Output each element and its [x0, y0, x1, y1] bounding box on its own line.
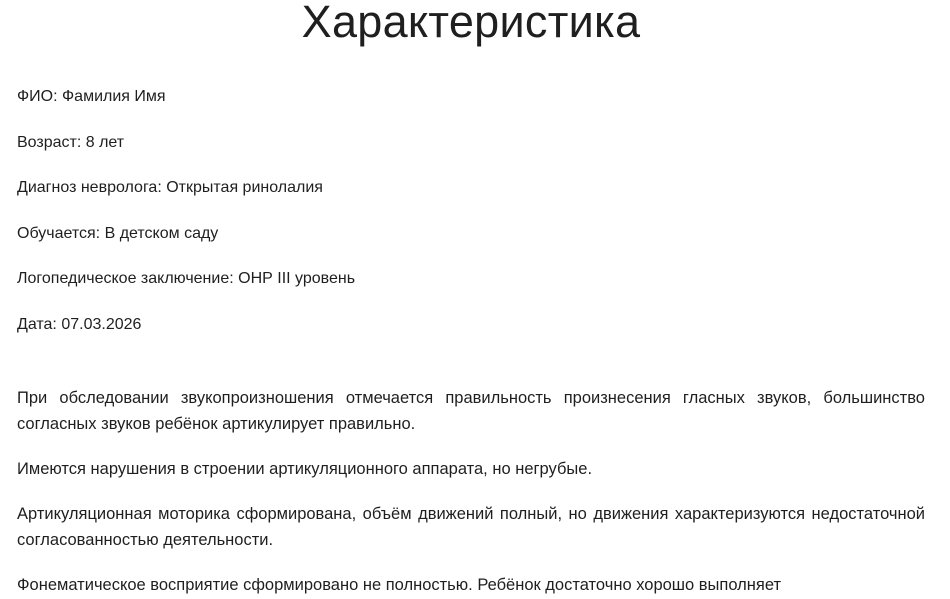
- field-age: Возраст: 8 лет: [17, 133, 125, 151]
- description-body: [17, 385, 925, 598]
- paragraph: При обследовании звукопроизношения отмечается правильность произнесения гласных звуков, большинство согласных звуков ребёнок артикулирует правильно.: [17, 388, 925, 433]
- field-date: Дата: 07.03.2026: [17, 315, 142, 333]
- field-diagnosis: Диагноз невролога: Открытая ринолалия: [17, 179, 323, 196]
- paragraph: Имеются нарушения в строении артикуляционного аппарата, но негрубые.: [17, 459, 593, 478]
- page-title: Характеристика: [301, 0, 641, 47]
- field-name: ФИО: Фамилия Имя: [17, 88, 166, 105]
- field-education: Обучается: В детском саду: [17, 224, 219, 242]
- field-conclusion: Логопедическое заключение: ОНР III уровень: [17, 270, 356, 287]
- paragraph: Фонематическое восприятие сформировано не полностью. Ребёнок достаточно хорошо выполняет: [17, 575, 782, 594]
- info-fields: [17, 84, 925, 338]
- paragraph: Артикуляционная моторика сформирована, объём движений полный, но движения характеризуются недостаточной согласованностью деятельности.: [17, 504, 925, 549]
